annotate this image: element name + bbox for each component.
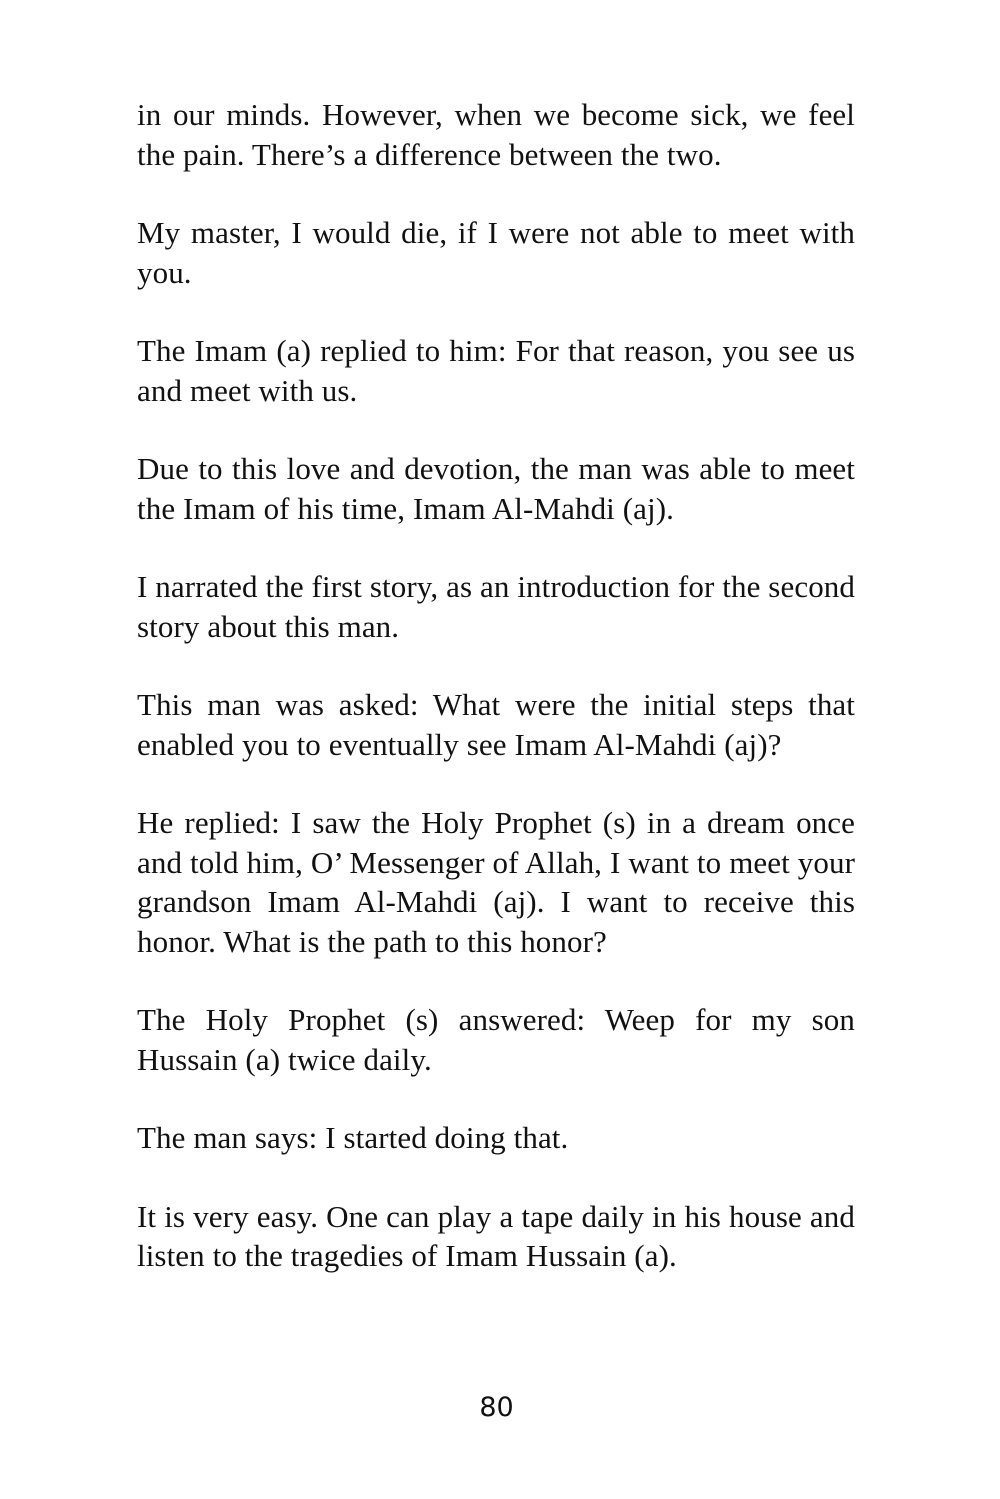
paragraph: It is very easy. One can play a tape daily in his house and listen to the tragedies of Imam Hussain (a). — [137, 1198, 855, 1273]
paragraph: I narrated the first story, as an introduction for the second story about this man. — [137, 569, 855, 644]
paragraph: The man says: I started doing that. — [137, 1120, 569, 1155]
paragraph: This man was asked: What were the initial steps that enabled you to eventually see Imam Al-Mahdi (aj)? — [137, 687, 855, 762]
paragraph: The Imam (a) replied to him: For that reason, you see us and meet with us. — [137, 333, 855, 408]
paragraph: The Holy Prophet (s) answered: Weep for my son Hussain (a) twice daily. — [137, 1002, 855, 1077]
paragraph: in our minds. However, when we become sick, we feel the pain. There’s a difference between the two. — [137, 97, 855, 172]
page-body — [137, 95, 855, 1315]
paragraph: My master, I would die, if I were not able to meet with you. — [137, 215, 855, 290]
paragraph: He replied: I saw the Holy Prophet (s) in a dream once and told him, O’ Messenger of Allah, I want to meet your grandson Imam Al-Mahdi (aj). I want to receive this honor. What is the path to this honor? — [137, 805, 855, 959]
paragraph: Due to this love and devotion, the man was able to meet the Imam of his time, Imam Al-Mahdi (aj). — [137, 451, 855, 526]
page-number: 80 — [479, 1392, 514, 1423]
